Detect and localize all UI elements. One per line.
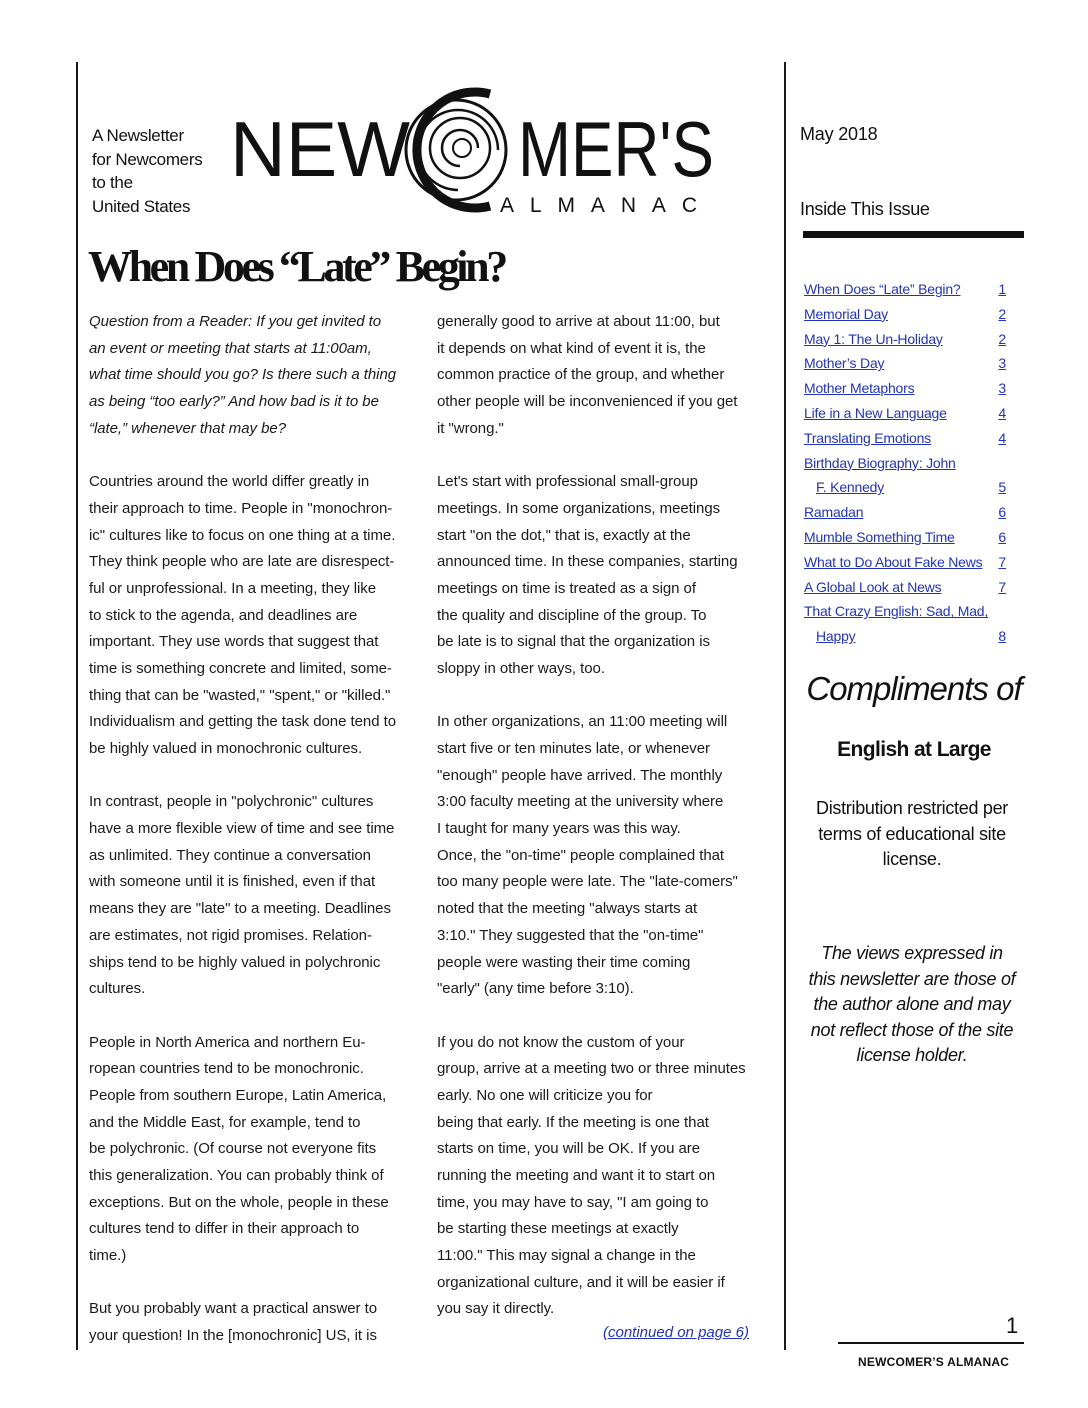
text-line: meetings on time is treated as a sign of (437, 579, 696, 597)
toc-item-title: May 1: The Un-Holiday (804, 330, 943, 347)
text-line: running the meeting and want it to start on (437, 1167, 716, 1184)
text-line: time is something concrete and limited, some- (89, 659, 392, 677)
toc-item[interactable] (804, 376, 1006, 401)
text-line: I taught for many years was this way. (437, 820, 681, 838)
article-column-2 (437, 309, 767, 1323)
toc-item-page: 8 (998, 628, 1006, 645)
text-line: an event or meeting that starts at 11:00am, (89, 339, 372, 357)
text-line: generally good to arrive at about 11:00, but (437, 313, 720, 330)
toc-item[interactable] (804, 451, 1006, 501)
text-line: it depends on what kind of event it is, the (437, 339, 706, 357)
text-line: ropean countries tend to be monochronic. (89, 1060, 364, 1078)
logo-text-new: NEW (230, 105, 411, 193)
text-line: have a more flexible view of time and see time (89, 820, 395, 838)
text-line: it "wrong." (437, 419, 504, 437)
logo-text-mers: MER'S (518, 105, 714, 193)
text-line: means they are "late" to a meeting. Deadlines (89, 900, 391, 918)
table-of-contents (804, 277, 1006, 649)
text-line: “late,” whenever that may be? (89, 419, 286, 437)
text-line: People in North America and northern Eu- (89, 1033, 366, 1051)
text-line: cultures. (89, 980, 146, 998)
toc-item[interactable] (804, 575, 1006, 600)
text-line: Question from a Reader: If you get invited to (89, 313, 382, 330)
toc-item-title: Memorial Day (804, 305, 888, 322)
text-line: Let's start with professional small-group (437, 473, 698, 491)
text-line: be starting these meetings at exactly (437, 1220, 679, 1238)
text-line: starts on time, you will be OK. If you are (437, 1140, 701, 1158)
toc-item[interactable] (804, 599, 1006, 649)
paragraph-gap (89, 1003, 419, 1030)
toc-item-title: Birthday Biography: John (804, 454, 956, 471)
text-line: early. No one will criticize you for (437, 1086, 653, 1104)
toc-item-page: 4 (998, 429, 1006, 446)
text-line: exceptions. But on the whole, people in these (89, 1193, 389, 1211)
text-line: They think people who are late are disrespect- (89, 553, 395, 571)
tagline-line: A Newsletter (92, 126, 184, 145)
toc-item-page: 7 (998, 578, 1006, 595)
toc-item-page: 2 (998, 330, 1006, 347)
sidebar-divider (803, 231, 1024, 238)
text-line: Once, the "on-time" people complained that (437, 846, 725, 864)
toc-item-title: Mumble Something Time (804, 528, 955, 545)
text-line: 11:00." This may signal a change in the (437, 1247, 696, 1265)
text-line: what time should you go? Is there such a thing (89, 366, 397, 384)
paragraph-gap (89, 763, 419, 790)
toc-item-page: 5 (998, 479, 1006, 496)
text-line: 3:00 faculty meeting at the university where (437, 793, 724, 811)
text-line: People from southern Europe, Latin America, (89, 1086, 387, 1104)
text-line: In other organizations, an 11:00 meeting will (437, 713, 728, 731)
text-line: this generalization. You can probably think of (89, 1167, 384, 1184)
footer-newsletter-name: NEWCOMER’S ALMANAC (858, 1355, 1010, 1369)
compliments-heading: Compliments of (806, 670, 1022, 707)
toc-item-title-continued: F. Kennedy (816, 479, 885, 496)
text-line: Countries around the world differ greatly in (89, 473, 370, 491)
text-line: ships tend to be highly valued in polychronic (89, 953, 381, 971)
text-line: you say it directly. (437, 1300, 555, 1318)
text-line: and the Middle East, for example, tend to (89, 1113, 361, 1131)
text-line: But you probably want a practical answer to (89, 1300, 378, 1318)
newsletter-logo (228, 88, 718, 218)
toc-item-page: 4 (998, 404, 1006, 421)
toc-item[interactable] (804, 327, 1006, 352)
text-line: common practice of the group, and whether (437, 366, 725, 384)
tagline-line: United States (92, 196, 191, 216)
text-line: Individualism and getting the task done tend to (89, 713, 397, 731)
toc-item-title: That Crazy English: Sad, Mad, (804, 603, 989, 620)
toc-item-page: 3 (998, 380, 1006, 397)
text-line: their approach to time. People in "monochron- (89, 499, 393, 517)
right-column-rule (784, 62, 786, 1350)
tagline-line: for Newcomers (92, 149, 203, 169)
text-line: being that early. If the meeting is one that (437, 1113, 709, 1131)
issue-date: May 2018 (800, 124, 878, 144)
toc-item-title: When Does “Late” Begin? (804, 281, 961, 297)
text-line: 3:10." They suggested that the "on-time" (437, 926, 704, 944)
toc-item[interactable] (804, 550, 1006, 575)
text-line: your question! In the [monochronic] US, it is (89, 1327, 377, 1345)
article-column-1 (89, 309, 419, 1350)
toc-item-page: 3 (998, 355, 1006, 372)
toc-item[interactable] (804, 525, 1006, 550)
text-line: "enough" people have arrived. The monthly (437, 766, 723, 784)
text-line: be late is to signal that the organization is (437, 633, 710, 651)
paragraph-gap (437, 1003, 767, 1030)
text-line: are estimates, not rigid promises. Relation- (89, 926, 372, 944)
text-line: sloppy in other ways, too. (437, 659, 605, 677)
left-column-rule (76, 62, 78, 1350)
text-line: important. They use words that suggest that (89, 633, 379, 651)
text-line: as being “too early?” And how bad is it to be (89, 393, 379, 411)
text-line: "early" (any time before 3:10). (437, 980, 634, 998)
toc-item-title: Ramadan (804, 504, 864, 521)
text-line: to stick to the agenda, and deadlines are (89, 606, 358, 624)
text-line: be polychronic. (Of course not everyone fits (89, 1140, 377, 1158)
toc-item[interactable] (804, 401, 1006, 426)
logo-text-almanac: ALMANAC (500, 194, 712, 217)
paragraph-gap (89, 442, 419, 469)
article-headline: When Does “Late” Begin? (88, 242, 505, 291)
toc-item-title: Mother Metaphors (804, 380, 915, 397)
text-line: as unlimited. They continue a conversation (89, 846, 371, 864)
masthead-tagline (92, 124, 232, 218)
paragraph-gap (437, 442, 767, 469)
text-line: meetings. In some organizations, meetings (437, 499, 721, 517)
text-line: people were wasting their time coming (437, 953, 691, 971)
toc-item-title-continued: Happy (816, 628, 856, 645)
views-disclaimer: The views expressed in this newsletter are those of the author alone and may not reflect those of the site license holder. (808, 943, 1016, 1065)
toc-item-title: Mother’s Day (804, 355, 885, 372)
toc-item[interactable] (804, 302, 1006, 327)
text-line: start five or ten minutes late, or whenever (437, 740, 710, 757)
sponsor-name: English at Large (837, 738, 991, 761)
text-line: noted that the meeting "always starts at (437, 900, 698, 918)
toc-item-page: 1 (998, 281, 1006, 297)
page-number: 1 (1006, 1313, 1019, 1338)
toc-item-page: 2 (998, 305, 1006, 322)
toc-item-title: A Global Look at News (804, 578, 942, 595)
text-line: with someone until it is finished, even if that (89, 873, 376, 891)
text-line: If you do not know the custom of your (437, 1033, 685, 1051)
continued-link[interactable]: (continued on page 6) (603, 1324, 749, 1341)
toc-item[interactable] (804, 426, 1006, 451)
tagline-line: to the (92, 173, 133, 192)
text-line: time.) (89, 1247, 127, 1265)
paragraph-gap (89, 1270, 419, 1297)
toc-item[interactable] (804, 500, 1006, 525)
footer-rule (838, 1342, 1024, 1344)
toc-item-title: Translating Emotions (804, 429, 931, 446)
toc-item[interactable] (804, 351, 1006, 376)
toc-item-page: 7 (998, 553, 1006, 570)
text-line: In contrast, people in "polychronic" cultures (89, 793, 374, 811)
toc-item-title: Life in a New Language (804, 404, 947, 421)
toc-item-page: 6 (998, 504, 1006, 521)
text-line: time, you may have to say, "I am going to (437, 1193, 709, 1211)
text-line: the quality and discipline of the group. To (437, 606, 707, 624)
logo-spiral-icon (406, 92, 506, 208)
text-line: announced time. In these companies, starting (437, 553, 738, 571)
text-line: ful or unprofessional. In a meeting, they like (89, 579, 377, 597)
text-line: cultures tend to differ in their approach to (89, 1220, 360, 1238)
text-line: ic" cultures like to focus on one thing at a time. (89, 526, 396, 544)
toc-item-page: 6 (998, 528, 1006, 545)
text-line: group, arrive at a meeting two or three minutes (437, 1060, 746, 1078)
text-line: other people will be inconvenienced if you get (437, 393, 738, 411)
paragraph-gap (437, 683, 767, 710)
inside-issue-title: Inside This Issue (800, 199, 930, 219)
text-line: too many people were late. The "late-comers" (437, 873, 738, 891)
text-line: thing that can be "wasted," "spent," or "killed." (89, 686, 391, 704)
toc-item-title: What to Do About Fake News (804, 553, 983, 570)
toc-item[interactable] (804, 277, 1006, 302)
text-line: organizational culture, and it will be easier if (437, 1273, 725, 1291)
distribution-notice: Distribution restricted per terms of educational site license. (816, 798, 1008, 869)
text-line: start "on the dot," that is, exactly at the (437, 526, 691, 544)
text-line: be highly valued in monochronic cultures. (89, 740, 363, 757)
